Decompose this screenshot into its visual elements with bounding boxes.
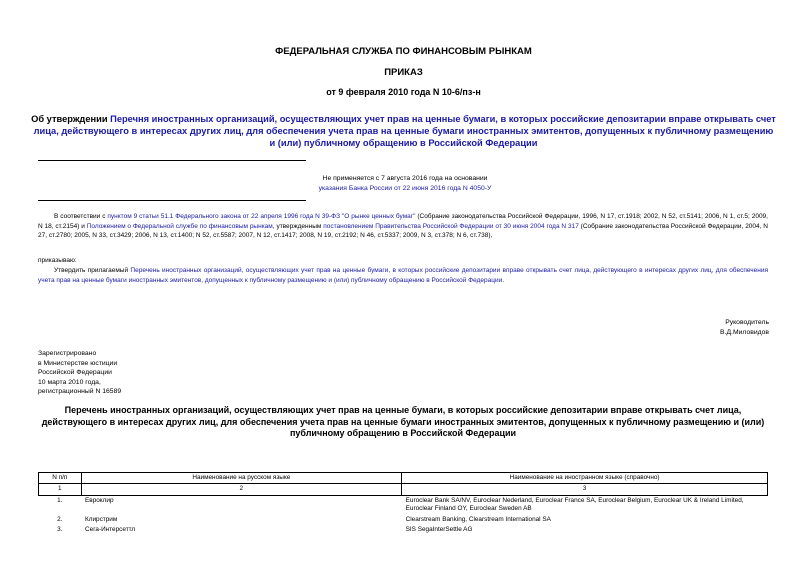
regulation-link[interactable]: Положением о Федеральной службе по финансовым рынкам bbox=[86, 222, 273, 230]
registration-line: Российской Федерации bbox=[38, 369, 112, 377]
row-russian-name: Сега-Интерсеттл bbox=[85, 526, 136, 534]
list-link[interactable]: Перечень иностранных организаций, осуществляющих учет прав на ценные бумаги, в которых российские депозитарии вправе открывать счет лица, действующего в интересах других лиц, для обеспечения учета прав на ценные бумаги иностранных эмитентов, допущенных к публичному размещению и (или) публичному обращению в Российской Федерации bbox=[38, 267, 768, 284]
registration-line: 10 марта 2010 года, bbox=[38, 378, 101, 386]
preamble-text-4: (Собрание законодательства Российской Федерации, 2004, N 27, ст.2780; 2005, N 33, ст.3429; 2006, N 13, ст.1400; N 52, ст.5587; 2007, N 12, ст.1417; 2008, N 19, ст.2192; N 46, ст.5337; 2009, N 3, ст.378; N 6, ст.738), bbox=[38, 222, 768, 240]
row-number: 3. bbox=[57, 526, 63, 534]
government-decree-link[interactable]: постановлением Правительства Российской Федерации от 30 июня 2004 года N 317 bbox=[323, 222, 579, 230]
table-row bbox=[39, 495, 768, 514]
row-russian-name: Клирстрим bbox=[85, 515, 118, 523]
header-foreign-name: Наименование на иностранном языке (справочно) bbox=[402, 473, 768, 484]
registration-block bbox=[38, 349, 121, 397]
approval-text: Утвердить прилагаемый bbox=[54, 267, 131, 274]
document-type: ПРИКАЗ bbox=[384, 67, 423, 78]
signatory-name: В.Д.Миловидов bbox=[720, 329, 769, 336]
table-row bbox=[39, 515, 768, 525]
status-note-link[interactable]: указания Банка России от 22 июня 2016 года N 4050-У bbox=[318, 185, 492, 192]
column-number: 3 bbox=[402, 484, 768, 495]
row-number: 2. bbox=[57, 515, 63, 523]
orders-word: приказываю: bbox=[38, 257, 77, 264]
organizations-table bbox=[38, 472, 768, 535]
approval-paragraph bbox=[38, 266, 768, 285]
federal-law-link[interactable]: пунктом 9 статьи 51.1 Федерального закона от 22 апреля 1996 года N 39-ФЗ "О рынке ценных бумаг" bbox=[107, 213, 416, 220]
list-title: Перечень иностранных организаций, осуществляющих учет прав на ценные бумаги, в которых российские депозитарии вправе открывать счет лица, действующего в интересах других лиц, для обеспечения учета прав на ценные бумаги иностранных эмитентов, допущенных к публичному размещению и (или) публичному обращению в Российской Федерации bbox=[41, 405, 765, 438]
row-foreign-name: Euroclear Bank SA/NV, Euroclear Nederland, Euroclear France SA, Euroclear Belgium, Euroclear UK & Ireland Limited, Euroclear Finland OY, Euroclear Sweden AB bbox=[405, 496, 744, 513]
document-date-number: от 9 февраля 2010 года N 10-6/пз-н bbox=[326, 87, 481, 97]
signature-block bbox=[720, 318, 769, 338]
row-foreign-name: Clearstream Banking, Clearstream International SA bbox=[405, 515, 551, 523]
table-header-row bbox=[39, 473, 768, 484]
table-row bbox=[39, 525, 768, 535]
issuing-organization: ФЕДЕРАЛЬНАЯ СЛУЖБА ПО ФИНАНСОВЫМ РЫНКАМ bbox=[275, 46, 532, 57]
status-note bbox=[200, 174, 610, 194]
status-note-text: Не применяется с 7 августа 2016 года на основании bbox=[322, 175, 488, 182]
document-title bbox=[30, 113, 777, 149]
header-russian-name: Наименование на русском языке bbox=[81, 473, 402, 484]
preamble-text-2: (Собрание законодательства Российской Федерации, 1996, N 17, ст.1918; 2002, N 52, ст.5141; 2006, N 1, ст.5; 2009, N 18, ст.2154) и bbox=[38, 213, 768, 230]
column-number: 1 bbox=[39, 484, 82, 495]
header-number: N п/п bbox=[39, 473, 82, 484]
row-foreign-name: SIS SegaInterSettle AG bbox=[405, 526, 473, 534]
registration-line: регистрационный N 16589 bbox=[38, 388, 122, 396]
registration-line: Зарегистрировано bbox=[38, 350, 97, 357]
preamble-paragraph bbox=[38, 212, 768, 241]
registration-line: в Министерстве юстиции bbox=[38, 359, 118, 367]
row-russian-name: Евроклир bbox=[85, 496, 114, 504]
column-number: 2 bbox=[81, 484, 402, 495]
preamble-text-3: , утвержденным bbox=[272, 222, 324, 230]
row-number: 1. bbox=[57, 496, 63, 504]
title-prefix: Об утверждении bbox=[31, 114, 111, 124]
divider-bottom bbox=[38, 200, 306, 201]
title-link[interactable]: Перечня иностранных организаций, осуществляющих учет прав на ценные бумаги, в которых российские депозитарии вправе открывать счет лица, действующего в интересах других лиц, для обеспечения учета прав на ценные бумаги иностранных эмитентов, допущенных к публичному размещению и (или) публичному обращению в Российской Федерации bbox=[33, 114, 776, 148]
signatory-role: Руководитель bbox=[725, 319, 769, 326]
preamble-text-1: В соответствии с bbox=[54, 213, 108, 220]
divider-top bbox=[38, 160, 306, 161]
approval-text-end: . bbox=[502, 276, 505, 284]
table-column-numbers-row bbox=[39, 484, 768, 495]
